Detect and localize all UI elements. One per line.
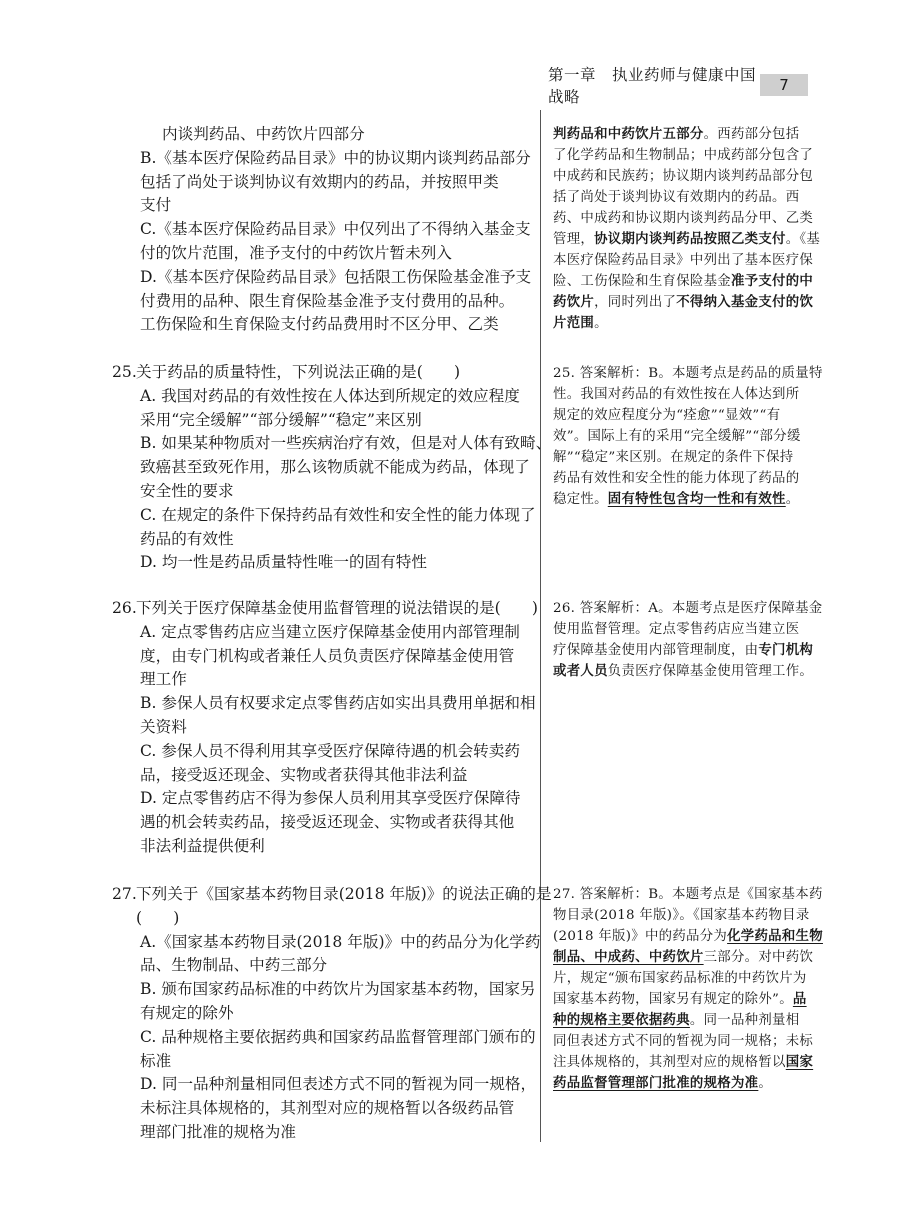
- page-number: 7: [760, 74, 808, 96]
- text-line: 。西药部分包括: [703, 127, 800, 142]
- text-line: 未标注具体规格的，其剂型对应的规格暂以各级药品管: [140, 1099, 515, 1118]
- text-line: A. 我国对药品的有效性按在人体达到所规定的效应程度: [140, 386, 520, 405]
- question-stem: [112, 597, 539, 621]
- text-line: 险、工伤保险和生育保险基金: [553, 274, 731, 289]
- text-line: 工伤保险和生育保险支付药品费用时不区分甲、乙类: [140, 315, 499, 334]
- text-line: 支付: [140, 196, 172, 215]
- option-a: [112, 385, 532, 433]
- text-line: 度，由专门机构或者兼任人员负责医疗保障基金使用管: [140, 646, 515, 665]
- text-line: 负责医疗保障基金使用管理工作。: [607, 664, 814, 679]
- question-stem: [112, 883, 552, 931]
- answer-25-explanation: [553, 363, 823, 510]
- text-line: 27.: [112, 885, 137, 903]
- text-line: 协议期内谈判药品按照乙类支付: [594, 231, 786, 247]
- text-line: 品: [792, 991, 807, 1007]
- text-line: 国家: [785, 1054, 814, 1070]
- text-line: [553, 1052, 815, 1073]
- text-line: 使用监督管理。定点零售药店应当建立医: [553, 622, 800, 637]
- answer-26-explanation: [553, 598, 823, 682]
- text-line: 标准: [140, 1051, 172, 1070]
- text-line: B. 颁布国家药品标准的中药饮片为国家基本药物，国家另: [140, 980, 536, 999]
- text-line: 了化学药品和生物制品；中成药部分包含了: [553, 148, 814, 163]
- text-line: 判药品和中药饮片五部分: [553, 126, 704, 142]
- option-b: [112, 147, 532, 218]
- text-line: 或者人员: [553, 663, 608, 679]
- text-line: 25. 答案解析：B。本题考点是药品的质量特: [553, 366, 823, 381]
- text-line: 下列关于医疗保障基金使用监督管理的说法错误的是( ): [136, 599, 539, 617]
- question-25: [112, 361, 552, 575]
- text-line: 括了尚处于谈判协议有效期内的药品。西: [553, 190, 800, 205]
- text-line: [553, 989, 815, 1010]
- text-line: 安全性的要求: [140, 481, 234, 500]
- option-a: [112, 931, 541, 979]
- text-line: ( ): [136, 908, 180, 927]
- text-line: [553, 271, 815, 292]
- text-line: 疗保障基金使用内部管理制度，由: [553, 643, 759, 658]
- text-line: [112, 883, 552, 907]
- text-line: 国家基本药物，国家另有规定的除外”。: [553, 992, 793, 1007]
- text-line: 付的饮片范围，准予支付的中药饮片暂未列入: [140, 243, 452, 262]
- text-line: 本医疗保险药品目录》中列出了基本医疗保: [553, 253, 814, 268]
- text-line: 关于药品的质量特性，下列说法正确的是( ): [136, 363, 461, 381]
- text-line: D. 定点零售药店不得为参保人员利用其享受医疗保障待: [140, 789, 521, 808]
- text-line: 专门机构: [758, 642, 814, 658]
- text-line: [553, 1073, 815, 1094]
- text-line: 注具体规格的，其剂型对应的规格暂以: [553, 1055, 786, 1070]
- running-header: [548, 66, 808, 106]
- text-line: 。: [785, 492, 800, 507]
- text-line: [553, 292, 815, 313]
- text-line: 。《基: [785, 232, 821, 247]
- answer-24-explanation: [553, 124, 821, 334]
- text-line: 。: [758, 1076, 773, 1091]
- text-line: 26. 答案解析：A。本题考点是医疗保障基金: [553, 601, 823, 616]
- text-line: C.《基本医疗保险药品目录》中仅列出了不得纳入基金支: [140, 220, 531, 239]
- text-line: 三部分。对中药饮: [703, 950, 814, 965]
- text-line: 制品、中成药、中药饮片: [553, 949, 704, 965]
- text-line: D. 均一性是药品质量特性唯一的固有特性: [140, 553, 427, 572]
- text-line: 27. 答案解析：B。本题考点是《国家基本药: [553, 887, 823, 902]
- text-line: 付费用的品种、限生育保险基金准予支付费用的品种。: [140, 291, 515, 310]
- option-d: [112, 787, 532, 858]
- text-line: [553, 947, 815, 968]
- answer-27-explanation: [553, 884, 823, 1094]
- text-line: B. 如果某种物质对一些疾病治疗有效，但是对人体有致畸、: [140, 434, 552, 453]
- option-d: [112, 551, 532, 575]
- text-line: 解”“稳定”来区别。在规定的条件下保持: [553, 450, 794, 465]
- text-line: 药、中成药和协议期内谈判药品分甲、乙类: [553, 211, 814, 226]
- option-c: [112, 218, 532, 266]
- option-a: [112, 621, 532, 692]
- text-line: 药品监督管理部门批准的规格为准: [553, 1075, 759, 1091]
- text-line: 采用“完全缓解”“部分缓解”“稳定”来区别: [140, 410, 422, 429]
- text-line: A.《国家基本药物目录(2018 年版)》中的药品分为化学药: [140, 932, 541, 951]
- text-line: D. 同一品种剂量相同但表述方式不同的暂视为同一规格，: [140, 1075, 537, 1094]
- text-line: B. 参保人员有权要求定点零售药店如实出具费用单据和相: [140, 694, 536, 713]
- text-line: ，同时列出了: [594, 295, 677, 310]
- text-line: 不得纳入基金支付的饮: [676, 294, 814, 310]
- text-line: 。: [594, 316, 608, 331]
- text-line: 化学药品和生物: [727, 928, 823, 944]
- text-line: C. 在规定的条件下保持药品有效性和安全性的能力体现了: [140, 505, 536, 524]
- text-line: 固有特性包含均一性和有效性: [607, 491, 786, 507]
- text-line: 非法利益提供便利: [140, 836, 265, 855]
- question-24-options: [112, 123, 532, 337]
- text-line: [553, 313, 815, 334]
- text-line: 管理，: [553, 232, 595, 247]
- text-line: 片范围: [553, 315, 595, 331]
- text-line: 稳定性。: [553, 492, 608, 507]
- text-line: 药品有效性和安全性的能力体现了药品的: [553, 471, 800, 486]
- option-c: [112, 504, 536, 552]
- text-line: 准予支付的中: [730, 273, 814, 289]
- text-line: 包括了尚处于谈判协议有效期内的药品，并按照甲类: [140, 172, 499, 191]
- text-line: 品，接受返还现金、实物或者获得其他非法利益: [140, 765, 468, 784]
- text-line: [553, 661, 815, 682]
- text-line: 。同一品种剂量相: [689, 1013, 800, 1028]
- text-line: [553, 926, 823, 947]
- text-line: 关资料: [140, 717, 187, 736]
- option-b: [112, 692, 536, 740]
- option-a-continuation: 内谈判药品、中药饮片四部分: [162, 125, 365, 143]
- text-line: 中成药和民族药；协议期内谈判药品部分包: [553, 169, 814, 184]
- text-line: A. 定点零售药店应当建立医疗保障基金使用内部管理制: [140, 622, 520, 641]
- text-line: 遇的机会转卖药品，接受返还现金、实物或者获得其他: [140, 813, 515, 832]
- text-line: 物目录(2018 年版)》。《国家基本药物目录: [553, 908, 810, 923]
- text-line: [553, 1010, 815, 1031]
- option-d: [112, 266, 532, 337]
- text-line: B.《基本医疗保险药品目录》中的协议期内谈判药品部分: [140, 148, 531, 167]
- text-line: 品、生物制品、中药三部分: [140, 956, 328, 975]
- option-b: [112, 978, 536, 1026]
- text-line: (2018 年版)》中的药品分为: [553, 929, 728, 944]
- text-line: 药品的有效性: [140, 529, 234, 548]
- text-line: 同但表述方式不同的暂视为同一规格；未标: [553, 1034, 814, 1049]
- text-line: 性。我国对药品的有效性按在人体达到所: [553, 387, 800, 402]
- option-c: [112, 740, 532, 788]
- text-line: 25.: [112, 363, 137, 381]
- text-line: 理部门批准的规格为准: [140, 1122, 296, 1141]
- text-line: 片，规定“颁布国家药品标准的中药饮片为: [553, 971, 807, 986]
- text-line: 规定的效应程度分为“痊愈”“显效”“有: [553, 408, 781, 423]
- text-line: [553, 229, 821, 250]
- text-line: C. 参保人员不得利用其享受医疗保障待遇的机会转卖药: [140, 741, 520, 760]
- text-line: 药饮片: [553, 294, 595, 310]
- text-line: 下列关于《国家基本药物目录(2018 年版)》的说法正确的是: [136, 885, 552, 903]
- chapter-title: 第一章 执业药师与健康中国战略: [548, 66, 757, 106]
- text-line: [553, 124, 815, 145]
- text-line: 有规定的除外: [140, 1003, 234, 1022]
- text-line: 26.: [112, 599, 137, 617]
- question-stem: [112, 361, 532, 385]
- text-line: [553, 489, 815, 510]
- option-d: [112, 1073, 537, 1144]
- question-27: [112, 883, 552, 1145]
- text-line: 种的规格主要依据药典: [553, 1012, 690, 1028]
- question-26: [112, 597, 539, 859]
- text-line: [553, 640, 815, 661]
- option-c: [112, 1026, 536, 1074]
- text-line: D.《基本医疗保险药品目录》包括限工伤保险基金准予支: [140, 267, 532, 286]
- text-line: 效”。国际上有的采用“完全缓解”“部分缓: [553, 429, 801, 444]
- text-line: C. 品种规格主要依据药典和国家药品监督管理部门颁布的: [140, 1027, 536, 1046]
- text-line: 致癌甚至致死作用，那么该物质就不能成为药品，体现了: [140, 458, 530, 477]
- option-b: [112, 432, 552, 503]
- column-divider: [540, 110, 541, 1142]
- text-line: 理工作: [140, 670, 187, 689]
